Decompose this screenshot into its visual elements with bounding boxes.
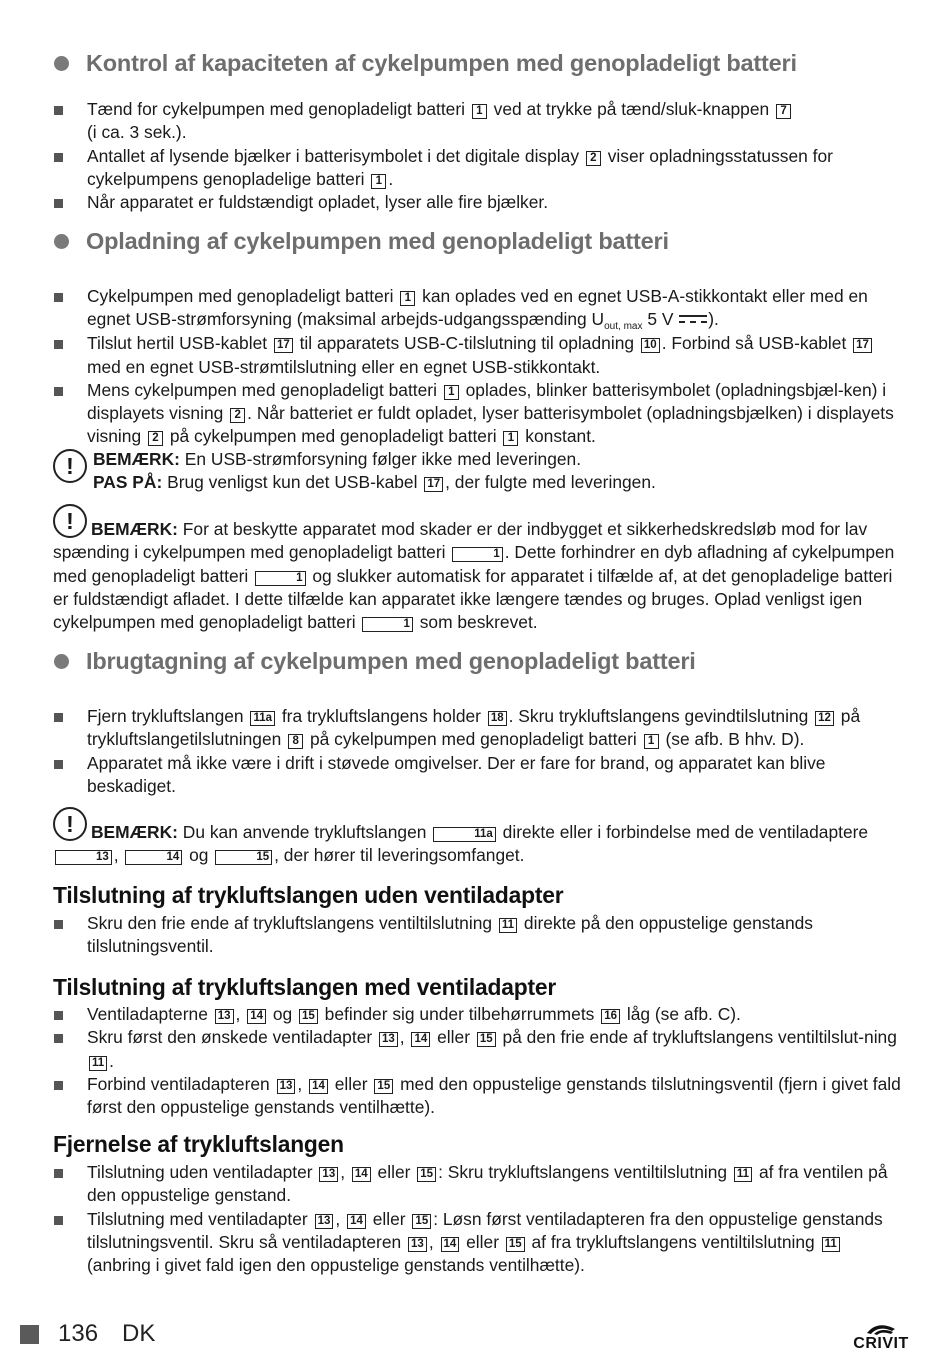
text-run: på trykluftslangetilslutningen: [87, 706, 861, 750]
text-run: Tænd for cykelpumpen med genopladeligt batteri: [87, 99, 465, 119]
ref-number: 2: [148, 431, 163, 446]
ref-number: 1: [503, 431, 518, 446]
note-label: BEMÆRK:: [91, 519, 178, 539]
list-item: [54, 705, 902, 752]
text-run: Skru den frie ende af trykluftslangens ventiltilslutning: [87, 913, 493, 933]
heading-text: Kontrol af kapaciteten af cykelpumpen med genopladeligt batteri: [86, 50, 797, 76]
list-item: [54, 1003, 902, 1026]
ref-number: 12: [815, 711, 834, 726]
removal-list: [54, 1161, 902, 1277]
text-run: . Når batteriet er fuldt opladet, lyser batterisymbolet (opladningsbjælken) i displayets visning: [87, 403, 894, 447]
text-run: .: [109, 1050, 115, 1071]
text-run: ,: [113, 845, 119, 866]
ref-number: 17: [853, 338, 872, 353]
ref-number: 15: [215, 850, 272, 865]
text-run: af fra trykluftslangens ventiltilslutning: [531, 1231, 815, 1252]
text-run: : Skru trykluftslangens ventiltilslutning: [438, 1162, 728, 1182]
ref-number: 17: [424, 477, 443, 492]
text-run: Mens cykelpumpen med genopladeligt batteri: [87, 379, 437, 400]
text-run: , der hører til leveringsomfanget.: [274, 845, 525, 866]
ref-number: 13: [277, 1079, 296, 1094]
ref-number: 1: [444, 385, 459, 400]
note-hose-adapters: [53, 821, 902, 868]
ref-number: 14: [352, 1167, 371, 1182]
ref-number: 13: [215, 1009, 234, 1024]
dc-voltage-icon: [678, 313, 708, 325]
page-footer: [58, 1320, 155, 1348]
text-run: Tilslutning uden ventiladapter: [87, 1162, 313, 1182]
ref-number: 10: [641, 338, 660, 353]
ref-number: 14: [347, 1214, 366, 1229]
text-run: og: [272, 1004, 293, 1024]
footer-square-icon: [20, 1325, 39, 1344]
subheading-removal: Fjernelse af trykluftslangen: [53, 1131, 344, 1157]
ref-number: 11: [822, 1237, 840, 1252]
bullet-dot-icon: [54, 234, 69, 249]
text-run: direkte på den oppustelige genstands tilslutningsventil.: [87, 913, 814, 957]
text-run: Forbind ventiladapteren: [87, 1073, 270, 1094]
note-label: BEMÆRK:: [91, 822, 178, 842]
ref-number: 16: [601, 1009, 620, 1024]
note-usb-supply: [93, 448, 902, 495]
ref-number: 1: [644, 734, 659, 749]
text-run: Fjern trykluftslangen: [87, 706, 244, 726]
section-heading-capacity: [54, 52, 910, 75]
ref-number: 1: [362, 617, 412, 632]
ref-number: 15: [299, 1009, 318, 1024]
charging-list: [54, 285, 902, 449]
ref-number: 11: [734, 1167, 752, 1182]
list-item: [54, 1208, 902, 1278]
text-run: eller: [466, 1231, 500, 1252]
text-run: på cykelpumpen med genopladeligt batteri: [310, 729, 637, 750]
text-run: . Dette forhindrer en dyb afladning af cykelpumpen med genopladeligt batteri: [53, 542, 895, 586]
ref-number: 17: [274, 338, 293, 353]
ref-number: 15: [412, 1214, 431, 1229]
text-run: befinder sig under tilbehørrummets: [324, 1004, 595, 1024]
text-run: ).: [708, 309, 719, 330]
list-item: [54, 145, 902, 192]
heading-text: Opladning af cykelpumpen med genopladeligt batteri: [86, 228, 669, 254]
bullet-dot-icon: [54, 654, 69, 669]
text-run: Antallet af lysende bjælker i batterisymbolet i det digitale display: [87, 145, 580, 166]
text-run: For at beskytte apparatet mod skader er der indbygget et sikkerhedskredsløb mod for lav spænding i cykelpumpen med genopladeligt batteri: [53, 519, 868, 563]
ref-number: 13: [315, 1214, 334, 1229]
text-run: ,: [340, 1162, 346, 1182]
ref-number: 15: [374, 1079, 393, 1094]
subheading-without-adapter: Tilslutning af trykluftslangen uden ventiladapter: [53, 882, 564, 908]
text-run: kan oplades ved en egnet USB-A-stikkontakt eller med en egnet USB-strømforsyning (maksimal arbejds-udgangsspænding U: [87, 286, 868, 330]
text-run: til apparatets USB-C-tilslutning til opladning: [299, 333, 635, 354]
text-run: med den oppustelige genstands tilslutningsventil (fjern i givet fald først den oppustelige genstands ventilhætte).: [87, 1073, 901, 1118]
text-run: (se afb. B hhv. D).: [665, 729, 805, 750]
ref-number: 1: [452, 547, 502, 562]
text-run: eller: [334, 1073, 368, 1094]
text-run: Cykelpumpen med genopladeligt batteri: [87, 286, 394, 306]
ref-number: 11a: [433, 827, 496, 842]
text-run: på cykelpumpen med genopladeligt batteri: [169, 426, 497, 447]
text-run: og: [189, 845, 209, 866]
list-item: [54, 285, 902, 332]
text-run: Apparatet må ikke være i drift i støvede omgivelser. Der er fare for brand, og apparatet kan blive beskadiget.: [87, 752, 826, 796]
text-run: 5 V: [647, 309, 674, 330]
note-label: PAS PÅ:: [93, 472, 163, 493]
heading-text: Ibrugtagning af cykelpumpen med genopladeligt batteri: [86, 648, 696, 674]
text-run: eller: [372, 1208, 406, 1229]
text-run: oplades, blinker batterisymbolet (opladningsbjæl-ken) i displayets visning: [87, 379, 887, 424]
ref-number: 14: [411, 1032, 430, 1047]
text-run: ved at trykke på tænd/sluk-knappen: [493, 99, 770, 119]
list-item: [54, 752, 902, 799]
note-low-voltage: [53, 518, 902, 634]
ref-number: 7: [776, 104, 791, 119]
text-run: Når apparatet er fuldstændigt opladet, lyser alle fire bjælker.: [87, 192, 549, 213]
exclamation-circle-icon: !: [53, 807, 87, 841]
text-run: Du kan anvende trykluftslangen: [182, 822, 427, 842]
language-code: DK: [122, 1320, 156, 1347]
text-run: (i ca. 3 sek.).: [87, 122, 187, 143]
text-run: fra trykluftslangens holder: [281, 706, 481, 726]
text-run: , der fulgte med leveringen.: [445, 472, 656, 493]
list-item: [54, 912, 902, 959]
ref-number: 8: [288, 734, 303, 749]
text-run: Tilslut hertil USB-kablet: [87, 333, 268, 354]
text-run: . Forbind så USB-kablet: [661, 333, 847, 354]
text-run: af fra ventilen på den oppustelige genstand.: [87, 1162, 888, 1206]
ref-number: 2: [230, 408, 245, 423]
text-run: En USB-strømforsyning følger ikke med leveringen.: [184, 449, 582, 469]
bullet-dot-icon: [54, 56, 69, 71]
text-run: eller: [377, 1162, 411, 1182]
list-item: [54, 98, 902, 145]
ref-number: 14: [125, 850, 182, 865]
with-adapter-list: [54, 1003, 902, 1119]
ref-number: 1: [255, 571, 305, 586]
ref-number: 14: [309, 1079, 328, 1094]
list-item: [54, 1073, 902, 1120]
text-run: viser opladningsstatussen for cykelpumpens genopladelige batteri: [87, 145, 833, 189]
text-run: Skru først den ønskede ventiladapter: [87, 1027, 373, 1048]
text-run: som beskrevet.: [419, 612, 538, 633]
ref-number: 13: [408, 1237, 427, 1252]
section-heading-charging: [54, 230, 910, 253]
ref-number: 2: [586, 151, 601, 166]
text-run: .: [388, 168, 394, 189]
ref-number: 1: [472, 104, 487, 119]
exclamation-circle-icon: !: [53, 504, 87, 538]
text-run: og slukker automatisk for apparatet i tilfælde af, at det genopladelige batteri er fuldstændigt afladet. I dette tilfælde kan apparatet ikke længere tændes og bruges. Oplad venligst igen cykelpumpen med genopladeligt batteri: [53, 565, 893, 633]
brand-logo: [846, 1322, 916, 1361]
text-run: ,: [335, 1208, 341, 1229]
text-run: ,: [297, 1073, 303, 1094]
text-run: med en egnet USB-strømtilslutning eller en egnet USB-stikkontakt.: [87, 356, 601, 377]
list-item: [54, 191, 902, 214]
text-run: : Løsn først ventiladapteren fra den oppustelige genstands tilslutningsventil. Skru så ventiladapteren: [87, 1208, 883, 1252]
startup-list: [54, 705, 902, 798]
text-run: konstant.: [525, 426, 596, 447]
crivit-swoosh-icon: [864, 1322, 898, 1336]
capacity-list: [54, 98, 902, 214]
text-run: på den frie ende af trykluftslangens ventiltilslut-ning: [502, 1027, 897, 1048]
text-run: . Skru trykluftslangens gevindtilslutning: [508, 706, 809, 726]
ref-number: 1: [400, 291, 415, 306]
list-item: [54, 1161, 902, 1208]
text-run: Ventiladapterne: [87, 1004, 208, 1024]
list-item: [54, 379, 902, 449]
list-item: [54, 1026, 902, 1073]
ref-number: 11a: [250, 711, 275, 726]
text-run: låg (se afb. C).: [626, 1004, 741, 1024]
text-run: ,: [399, 1027, 405, 1048]
ref-number: 15: [417, 1167, 436, 1182]
ref-number: 11: [499, 918, 517, 933]
ref-number: 15: [506, 1237, 525, 1252]
ref-number: 1: [371, 174, 386, 189]
text-run: Brug venligst kun det USB-kabel: [167, 472, 418, 493]
text-run: (anbring i givet fald igen den oppustelige genstands ventilhætte).: [87, 1255, 585, 1276]
ref-number: 14: [441, 1237, 460, 1252]
without-adapter-list: [54, 912, 902, 959]
ref-number: 13: [319, 1167, 338, 1182]
text-run: out, max: [604, 321, 643, 333]
list-item: [54, 332, 902, 379]
ref-number: 13: [379, 1032, 398, 1047]
text-run: ,: [428, 1231, 434, 1252]
text-run: Tilslutning med ventiladapter: [87, 1208, 308, 1229]
text-run: ,: [235, 1004, 241, 1024]
text-run: eller: [437, 1027, 470, 1048]
ref-number: 11: [89, 1056, 107, 1071]
ref-number: 18: [488, 711, 507, 726]
text-run: direkte eller i forbindelse med de ventiladaptere: [502, 822, 869, 842]
ref-number: 15: [477, 1032, 496, 1047]
ref-number: 14: [247, 1009, 266, 1024]
subheading-with-adapter: Tilslutning af trykluftslangen med ventiladapter: [53, 974, 556, 1000]
section-heading-startup: [54, 650, 910, 673]
exclamation-circle-icon: !: [53, 449, 87, 483]
page-number: 136: [58, 1320, 99, 1347]
ref-number: 13: [55, 850, 112, 865]
logo-text: CRIVIT: [853, 1335, 909, 1352]
note-label: BEMÆRK:: [93, 449, 180, 469]
